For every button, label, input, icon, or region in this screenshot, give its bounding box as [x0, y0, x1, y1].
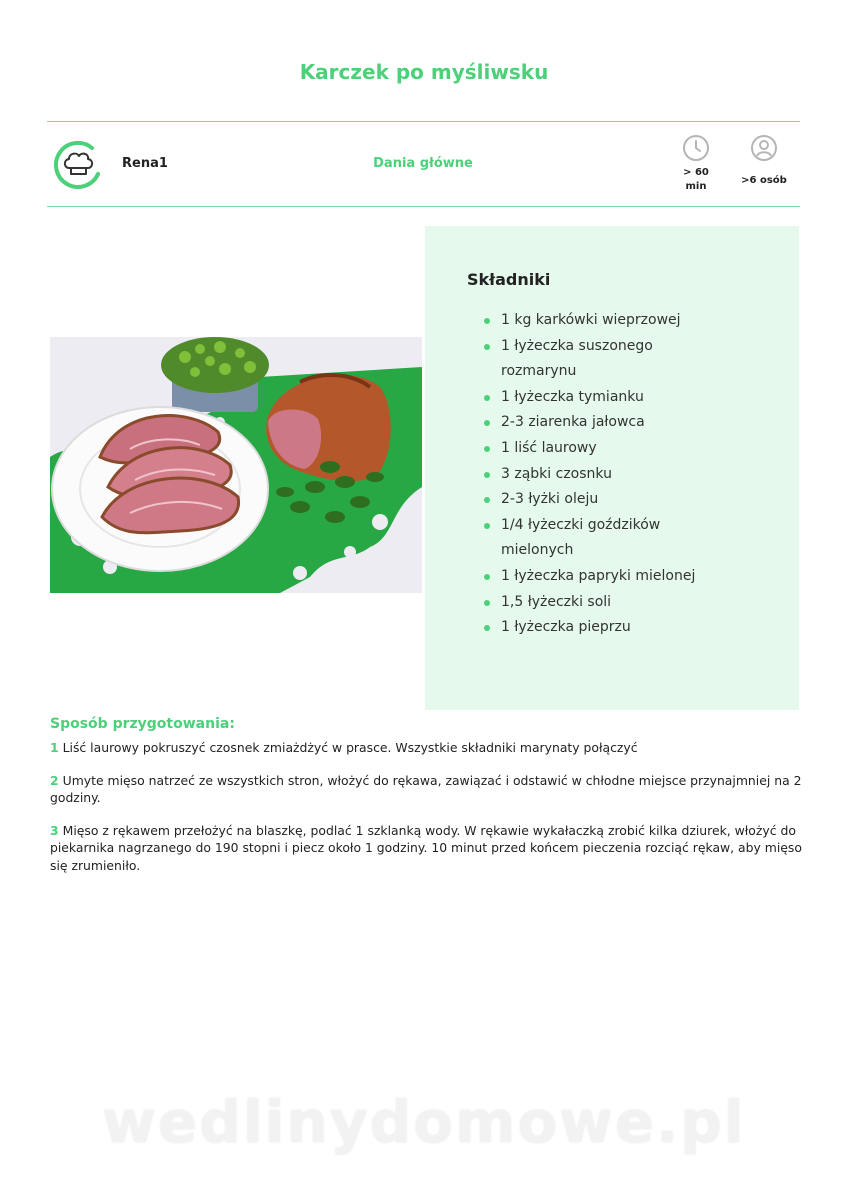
recipe-category[interactable]: Dania główne: [373, 156, 473, 171]
step-text: Liść laurowy pokruszyć czosnek zmiażdżyć w prasce. Wszystkie składniki marynaty połączyć: [62, 740, 638, 755]
ingredient-item: 1 łyżeczka papryki mielonej: [501, 564, 731, 590]
step-number: 1: [50, 740, 59, 755]
method-step: [50, 739, 802, 757]
ingredient-item: 1 łyżeczka tymianku: [501, 385, 731, 411]
header-bottom-divider: [47, 206, 800, 207]
clock-icon: [682, 134, 710, 162]
ingredient-item: 1/4 łyżeczki goździków mielonych: [501, 513, 731, 564]
method-step: [50, 772, 802, 807]
servings-value: >6 osób: [741, 175, 787, 186]
method-step: [50, 822, 802, 875]
step-number: 2: [50, 772, 59, 788]
method-heading: Sposób przygotowania:: [50, 716, 235, 732]
ingredient-item: 1 liść laurowy: [501, 436, 731, 462]
header-top-divider: [47, 121, 800, 122]
ingredient-item: 2-3 ziarenka jałowca: [501, 410, 731, 436]
step-number: 3: [50, 822, 59, 838]
ingredient-item: 1,5 łyżeczki soli: [501, 590, 731, 616]
ingredient-item: 3 ząbki czosnku: [501, 462, 731, 488]
chef-hat-icon: [52, 138, 104, 190]
step-text: Umyte mięso natrzeć ze wszystkich stron, włożyć do rękawa, zawiązać i odstawić w chłodne miejsce przynajmniej na 2 godziny.: [50, 772, 802, 806]
ingredient-item: 1 łyżeczka pieprzu: [501, 615, 731, 641]
user-icon: [750, 134, 778, 162]
method-steps: [50, 739, 802, 890]
site-watermark: wedlinydomowe.pl: [102, 1088, 746, 1156]
ingredients-list: [501, 308, 731, 641]
ingredient-item: 2-3 łyżki oleju: [501, 487, 731, 513]
ingredient-item: 1 kg karkówki wieprzowej: [501, 308, 731, 334]
servings: [734, 134, 794, 188]
ingredients-heading: Składniki: [467, 270, 551, 289]
prep-time-unit: min: [685, 181, 707, 192]
step-text: Mięso z rękawem przełożyć na blaszkę, podlać 1 szklanką wody. W rękawie wykałaczką zrobić kilka dziurek, włożyć do piekarnika nagrzanego do 190 stopni i piecz około 1 godziny. 10 minut przed końcem pieczenia rozciąć rękaw, aby mięso się zrumieniło.: [50, 822, 802, 873]
ingredients-panel: [425, 226, 799, 710]
recipe-title: Karczek po myśliwsku: [299, 60, 549, 84]
recipe-photo: [50, 337, 422, 593]
ingredient-item: 1 łyżeczka suszonego rozmarynu: [501, 334, 731, 385]
prep-time-value: > 60: [683, 167, 709, 178]
prep-time: [666, 134, 726, 194]
author-name[interactable]: Rena1: [122, 156, 168, 171]
